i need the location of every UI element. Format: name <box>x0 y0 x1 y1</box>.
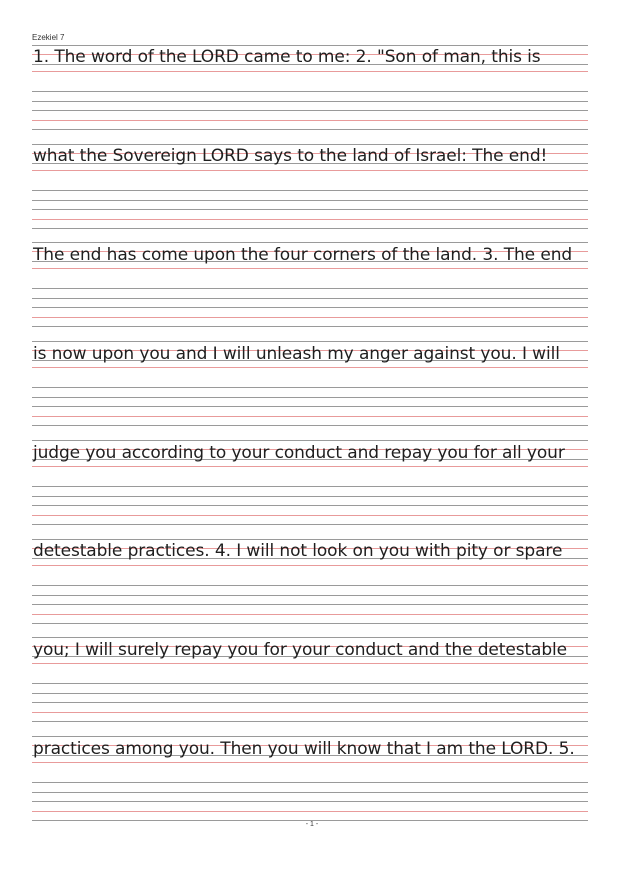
rule-line <box>32 288 588 289</box>
rule-line <box>32 721 588 722</box>
rule-line <box>32 397 588 398</box>
text-line: what the Sovereign LORD says to the land of Israel: The end! <box>33 146 548 166</box>
rule-line <box>32 190 588 191</box>
rule-line <box>32 524 588 525</box>
rule-line <box>32 110 588 111</box>
rule-line <box>32 326 588 327</box>
rule-line <box>32 219 588 220</box>
rule-line <box>32 268 588 269</box>
rule-line <box>32 406 588 407</box>
rule-line <box>32 228 588 229</box>
rule-line <box>32 515 588 516</box>
text-line: practices among you. Then you will know that I am the LORD. 5. <box>33 739 575 759</box>
rule-line <box>32 595 588 596</box>
rule-line <box>32 341 588 342</box>
rule-line <box>32 387 588 388</box>
rule-line <box>32 614 588 615</box>
rule-line <box>32 298 588 299</box>
rule-line <box>32 792 588 793</box>
rule-line <box>32 663 588 664</box>
rule-line <box>32 425 588 426</box>
text-line: you; I will surely repay you for your conduct and the detestable <box>33 640 568 660</box>
page-number: - 1 - <box>305 821 319 828</box>
text-line: The end has come upon the four corners of the land. 3. The end <box>33 245 573 265</box>
rule-line <box>32 317 588 318</box>
rule-line <box>32 45 588 46</box>
rule-line <box>32 71 588 72</box>
rule-line <box>32 801 588 802</box>
rule-line <box>32 702 588 703</box>
text-line: judge you according to your conduct and repay you for all your <box>33 443 565 463</box>
rule-line <box>32 144 588 145</box>
rule-line <box>32 440 588 441</box>
rule-line <box>32 129 588 130</box>
rule-line <box>32 505 588 506</box>
page-header: Ezekiel 7 <box>32 33 65 42</box>
rule-line <box>32 367 588 368</box>
text-line: is now upon you and I will unleash my anger against you. I will <box>33 344 560 364</box>
text-line: detestable practices. 4. I will not look on you with pity or spare <box>33 541 563 561</box>
rule-line <box>32 585 588 586</box>
rule-line <box>32 101 588 102</box>
rule-line <box>32 307 588 308</box>
text-line: 1. The word of the LORD came to me: 2. "Son of man, this is <box>33 47 541 67</box>
rule-line <box>32 683 588 684</box>
rule-line <box>32 565 588 566</box>
rule-line <box>32 120 588 121</box>
rule-line <box>32 416 588 417</box>
rule-line <box>32 209 588 210</box>
rule-line <box>32 539 588 540</box>
rule-line <box>32 200 588 201</box>
rule-line <box>32 712 588 713</box>
rule-line <box>32 486 588 487</box>
rule-line <box>32 736 588 737</box>
rule-line <box>32 762 588 763</box>
rule-line <box>32 604 588 605</box>
rule-line <box>32 466 588 467</box>
rule-line <box>32 782 588 783</box>
rule-line <box>32 811 588 812</box>
rule-line <box>32 242 588 243</box>
rule-line <box>32 693 588 694</box>
rule-line <box>32 91 588 92</box>
rule-line <box>32 637 588 638</box>
rule-line <box>32 496 588 497</box>
rule-line <box>32 170 588 171</box>
rule-line <box>32 623 588 624</box>
